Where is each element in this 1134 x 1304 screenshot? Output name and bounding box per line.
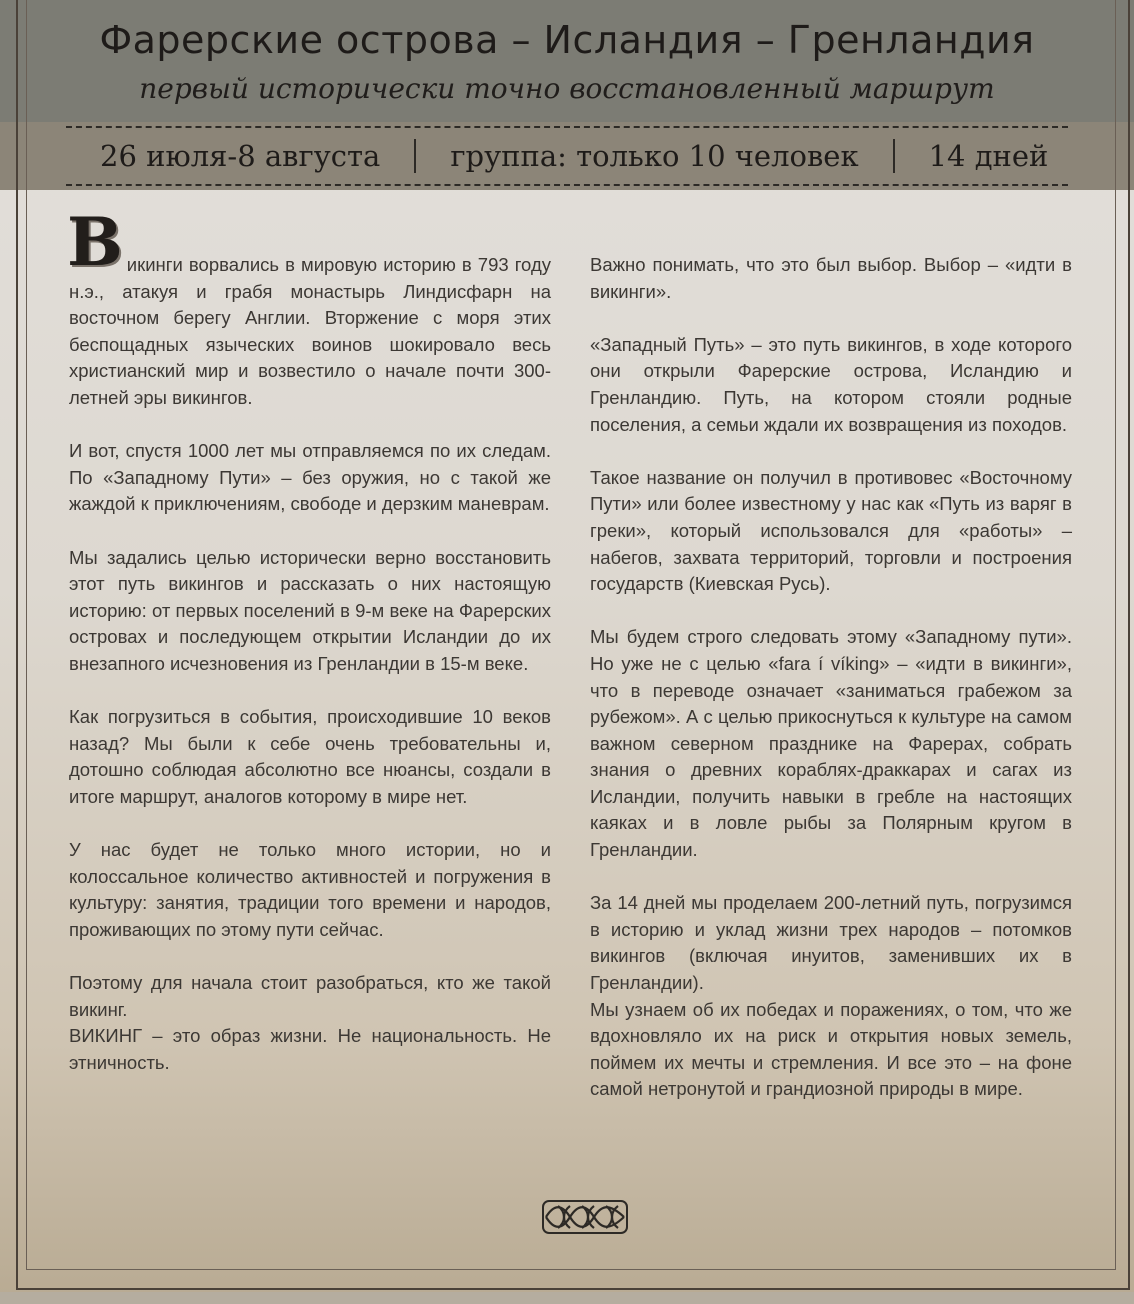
paragraph: И вот, спустя 1000 лет мы отправляемся по их следам. По «Западному Пути» – без оружия, но с такой же жаждой к приключениям, свободе и дерзким маневрам. (69, 440, 551, 515)
paragraph: У нас будет не только много истории, но и колоссальное количество активностей и погружения в культуру: занятия, традиции того времени и народов, проживающих по этому пути сейчас. (69, 839, 551, 940)
trip-duration: 14 дней (928, 139, 1049, 173)
paragraph (67, 203, 551, 412)
paragraph: За 14 дней мы проделаем 200-летний путь, погрузимся в историю и уклад жизни трех народов – потомков викингов (включая инуитов, заменивших их в Гренландии). (590, 892, 1072, 994)
celtic-knot-icon (542, 1200, 628, 1234)
paragraph: Мы узнаем об их победах и поражениях, о том, что же вдохновляло их на риск и открытия новых земель, поймем их мечты и стремления. И все это – на фоне самой нетронутой и грандиозной природы в мире. (590, 998, 1072, 1100)
left-column (67, 203, 551, 1103)
dashed-divider-bottom (66, 184, 1068, 186)
page-subtitle: первый исторически точно восстановленный маршрут (139, 72, 995, 105)
paragraph: Мы задались целью исторически верно восстановить этот путь викингов и рассказать о них настоящую историю: от первых поселений в 9-м веке на Фарерских островах и последующем открытии Исландии до их внезапного исчезновения из Гренландии в 15-м веке. (69, 546, 551, 674)
drop-cap: В (67, 203, 123, 281)
paragraph: Важно понимать, что это был выбор. Выбор – «идти в викинги». (590, 254, 1072, 302)
dashed-divider-top (66, 126, 1068, 128)
paragraph: ВИКИНГ – это образ жизни. Не национальность. Не этничность. (69, 1025, 551, 1073)
right-column (590, 252, 1072, 1130)
page-title: Фарерские острова – Исландия – Гренландия (99, 18, 1035, 62)
trip-group-size: группа: только 10 человек (450, 139, 859, 173)
paragraph: Мы будем строго следовать этому «Западному пути». Но уже не с целью «fara í víking» – «идти в викинги», что в переводе означает «заниматься грабежом за рубежом». А с целью прикоснуться к культуре на самом важном северном празднике на Фарерах, собрать знания о древних кораблях-драккарах и сагах из Исландии, получить навыки в гребле на настоящих каяках и в ловле рыбы за Полярным кругом в Гренландии. (590, 626, 1072, 861)
trip-info-row (66, 134, 1068, 178)
trip-dates: 26 июля-8 августа (100, 139, 381, 173)
bottom-band (0, 1292, 1134, 1304)
paragraph: Поэтому для начала стоит разобраться, кто же такой викинг. (69, 972, 551, 1020)
paragraph-text: икинги ворвались в мировую историю в 793 году н.э., атакуя и грабя монастырь Линдисфарн на восточном берегу Англии. Вторжение с моря этих беспощадных языческих воинов шокировало весь христианский мир и возвестило о начале почти 300-летней эры викингов. (69, 254, 551, 408)
paragraph: «Западный Путь» – это путь викингов, в ходе которого они открыли Фарерские острова, Исландию и Гренландию. Путь, на котором стояли родные поселения, а семьи ждали их возвращения из походов. (590, 333, 1072, 435)
paragraph: Как погрузиться в события, происходившие 10 веков назад? Мы были к себе очень требовательны и, дотошно соблюдая абсолютно все нюансы, создали в итоге маршрут, аналогов которому в мире нет. (69, 706, 551, 807)
paragraph: Такое название он получил в противовес «Восточному Пути» или более известному у нас как «Путь из варяг в греки», который использовался для «работы» – набегов, захвата территорий, торговли и построения государств (Киевская Русь). (590, 466, 1072, 595)
